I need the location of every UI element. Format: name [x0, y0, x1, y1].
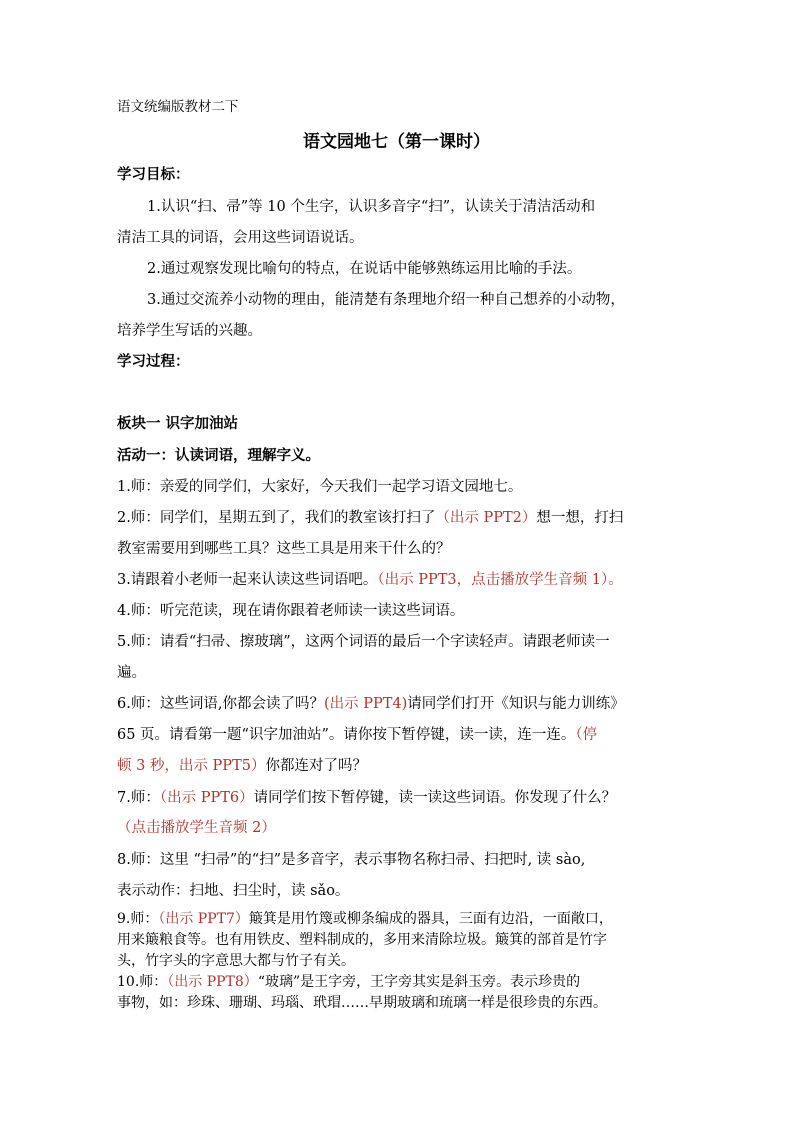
- step-2-line-2: 教室需要用到哪些工具？这些工具是用来干什么的？: [117, 541, 451, 557]
- step-9-text-b: 簸箕是用竹篾或柳条编成的器具，三面有边沿，一面敞口，: [248, 911, 613, 927]
- step-6-line-2: [117, 725, 597, 745]
- step-2-ppt-note: （出示 PPT2）: [435, 510, 537, 526]
- step-9-ppt-note: （出示 PPT7）: [158, 911, 249, 927]
- step-2-text-b: 想一想，打扫: [536, 510, 624, 526]
- step-9-line-3: 头，竹字头的字意思大都与竹子有关。: [117, 953, 355, 969]
- goal-1-line-2: 清洁工具的词语，会用这些词语说话。: [117, 230, 364, 246]
- step-5-line-2: 遍。: [117, 665, 146, 681]
- step-9-line-1: [117, 909, 613, 929]
- step-6-line-3: [117, 756, 367, 776]
- step-4: 4.师：听完范读，现在请你跟着老师读一读这些词语。: [117, 603, 465, 619]
- step-5-line-1: 5.师：请看“扫帚、擦玻璃”，这两个词语的最后一个字读轻声。请跟老师读一: [117, 634, 610, 650]
- step-7-text-a: 7.师：: [117, 790, 160, 806]
- section-heading: 板块一 识字加油站: [117, 415, 239, 432]
- step-7-text-b: 请同学们按下暂停键，读一读这些词语。你发现了什么？: [253, 790, 617, 806]
- goal-1-line-1: 1.认识“扫、帚”等 10 个生字，认识多音字“扫”，认读关于清洁活动和: [147, 199, 596, 215]
- goal-2: 2.通过观察发现比喻句的特点，在说话中能够熟练运用比喻的手法。: [147, 261, 582, 277]
- goal-3-line-1: 3.通过交流养小动物的理由，能清楚有条理地介绍一种自己想养的小动物，: [147, 292, 625, 308]
- step-1: 1.师：亲爱的同学们，大家好，今天我们一起学习语文园地七。: [117, 479, 523, 495]
- step-3-ppt-note: （出示 PPT3，点击播放学生音频 1）。: [377, 572, 623, 588]
- step-8-line-1: 8.师：这里 “扫帚”的“扫”是多音字，表示事物名称扫帚、扫把时, 读 sào,: [117, 852, 586, 868]
- step-10-line-2: 事物，如：珍珠、珊瑚、玛瑙、玳瑁……早期玻璃和琉璃一样是很珍贵的东西。: [117, 995, 607, 1011]
- step-8-line-2: 表示动作：扫地、扫尘时，读 sǎo。: [117, 883, 350, 899]
- step-6-pause-note-a: （停: [575, 727, 598, 743]
- step-6-pause-note-b: 顿 3 秒，出示 PPT5）: [117, 758, 266, 774]
- step-6-text-c: 65 页。请看第一题“识字加油站”。请你按下暂停键，读一读，连一连。: [117, 727, 576, 743]
- step-6-text-a: 6.师：这些词语,你都会读了吗？: [117, 696, 324, 712]
- document-header: 语文统编版教材二下: [117, 99, 239, 115]
- step-6-line-1: [117, 694, 625, 714]
- goal-3-line-2: 培养学生写话的兴趣。: [117, 323, 262, 339]
- step-3-text-a: 3.请跟着小老师一起来认读这些词语吧。: [117, 572, 378, 588]
- page-title: 语文园地七（第一课时）: [303, 132, 490, 152]
- step-7-line-1: [117, 788, 616, 808]
- step-2-line-1: [117, 508, 623, 528]
- step-10-line-1: [117, 972, 580, 992]
- step-6-text-d: 你都连对了吗？: [265, 758, 367, 774]
- step-9-line-2: 用来簸粮食等。也有用铁皮、塑料制成的，多用来清除垃圾。簸箕的部首是竹字: [117, 932, 607, 948]
- step-2-text-a: 2.师：同学们，星期五到了，我们的教室该打扫了: [117, 510, 436, 526]
- step-6-ppt-note: (出示 PPT4): [323, 696, 408, 712]
- step-6-text-b: 请同学们打开《知识与能力训练》: [407, 696, 625, 712]
- goals-heading: 学习目标：: [117, 166, 190, 183]
- step-9-text-a: 9.师：: [117, 911, 159, 927]
- step-7-ppt-note: （出示 PPT6）: [159, 790, 254, 806]
- step-10-text-a: 10.师：: [117, 974, 168, 990]
- step-10-text-b: “玻璃”是王字旁，王字旁其实是斜玉旁。表示珍贵的: [257, 974, 581, 990]
- activity-heading: 活动一：认读词语，理解字义。: [117, 447, 320, 464]
- process-heading: 学习过程：: [117, 353, 190, 370]
- step-10-ppt-note: （出示 PPT8）: [167, 974, 258, 990]
- step-3: [117, 570, 623, 590]
- step-7-audio-note: （点击播放学生音频 2）: [117, 820, 276, 836]
